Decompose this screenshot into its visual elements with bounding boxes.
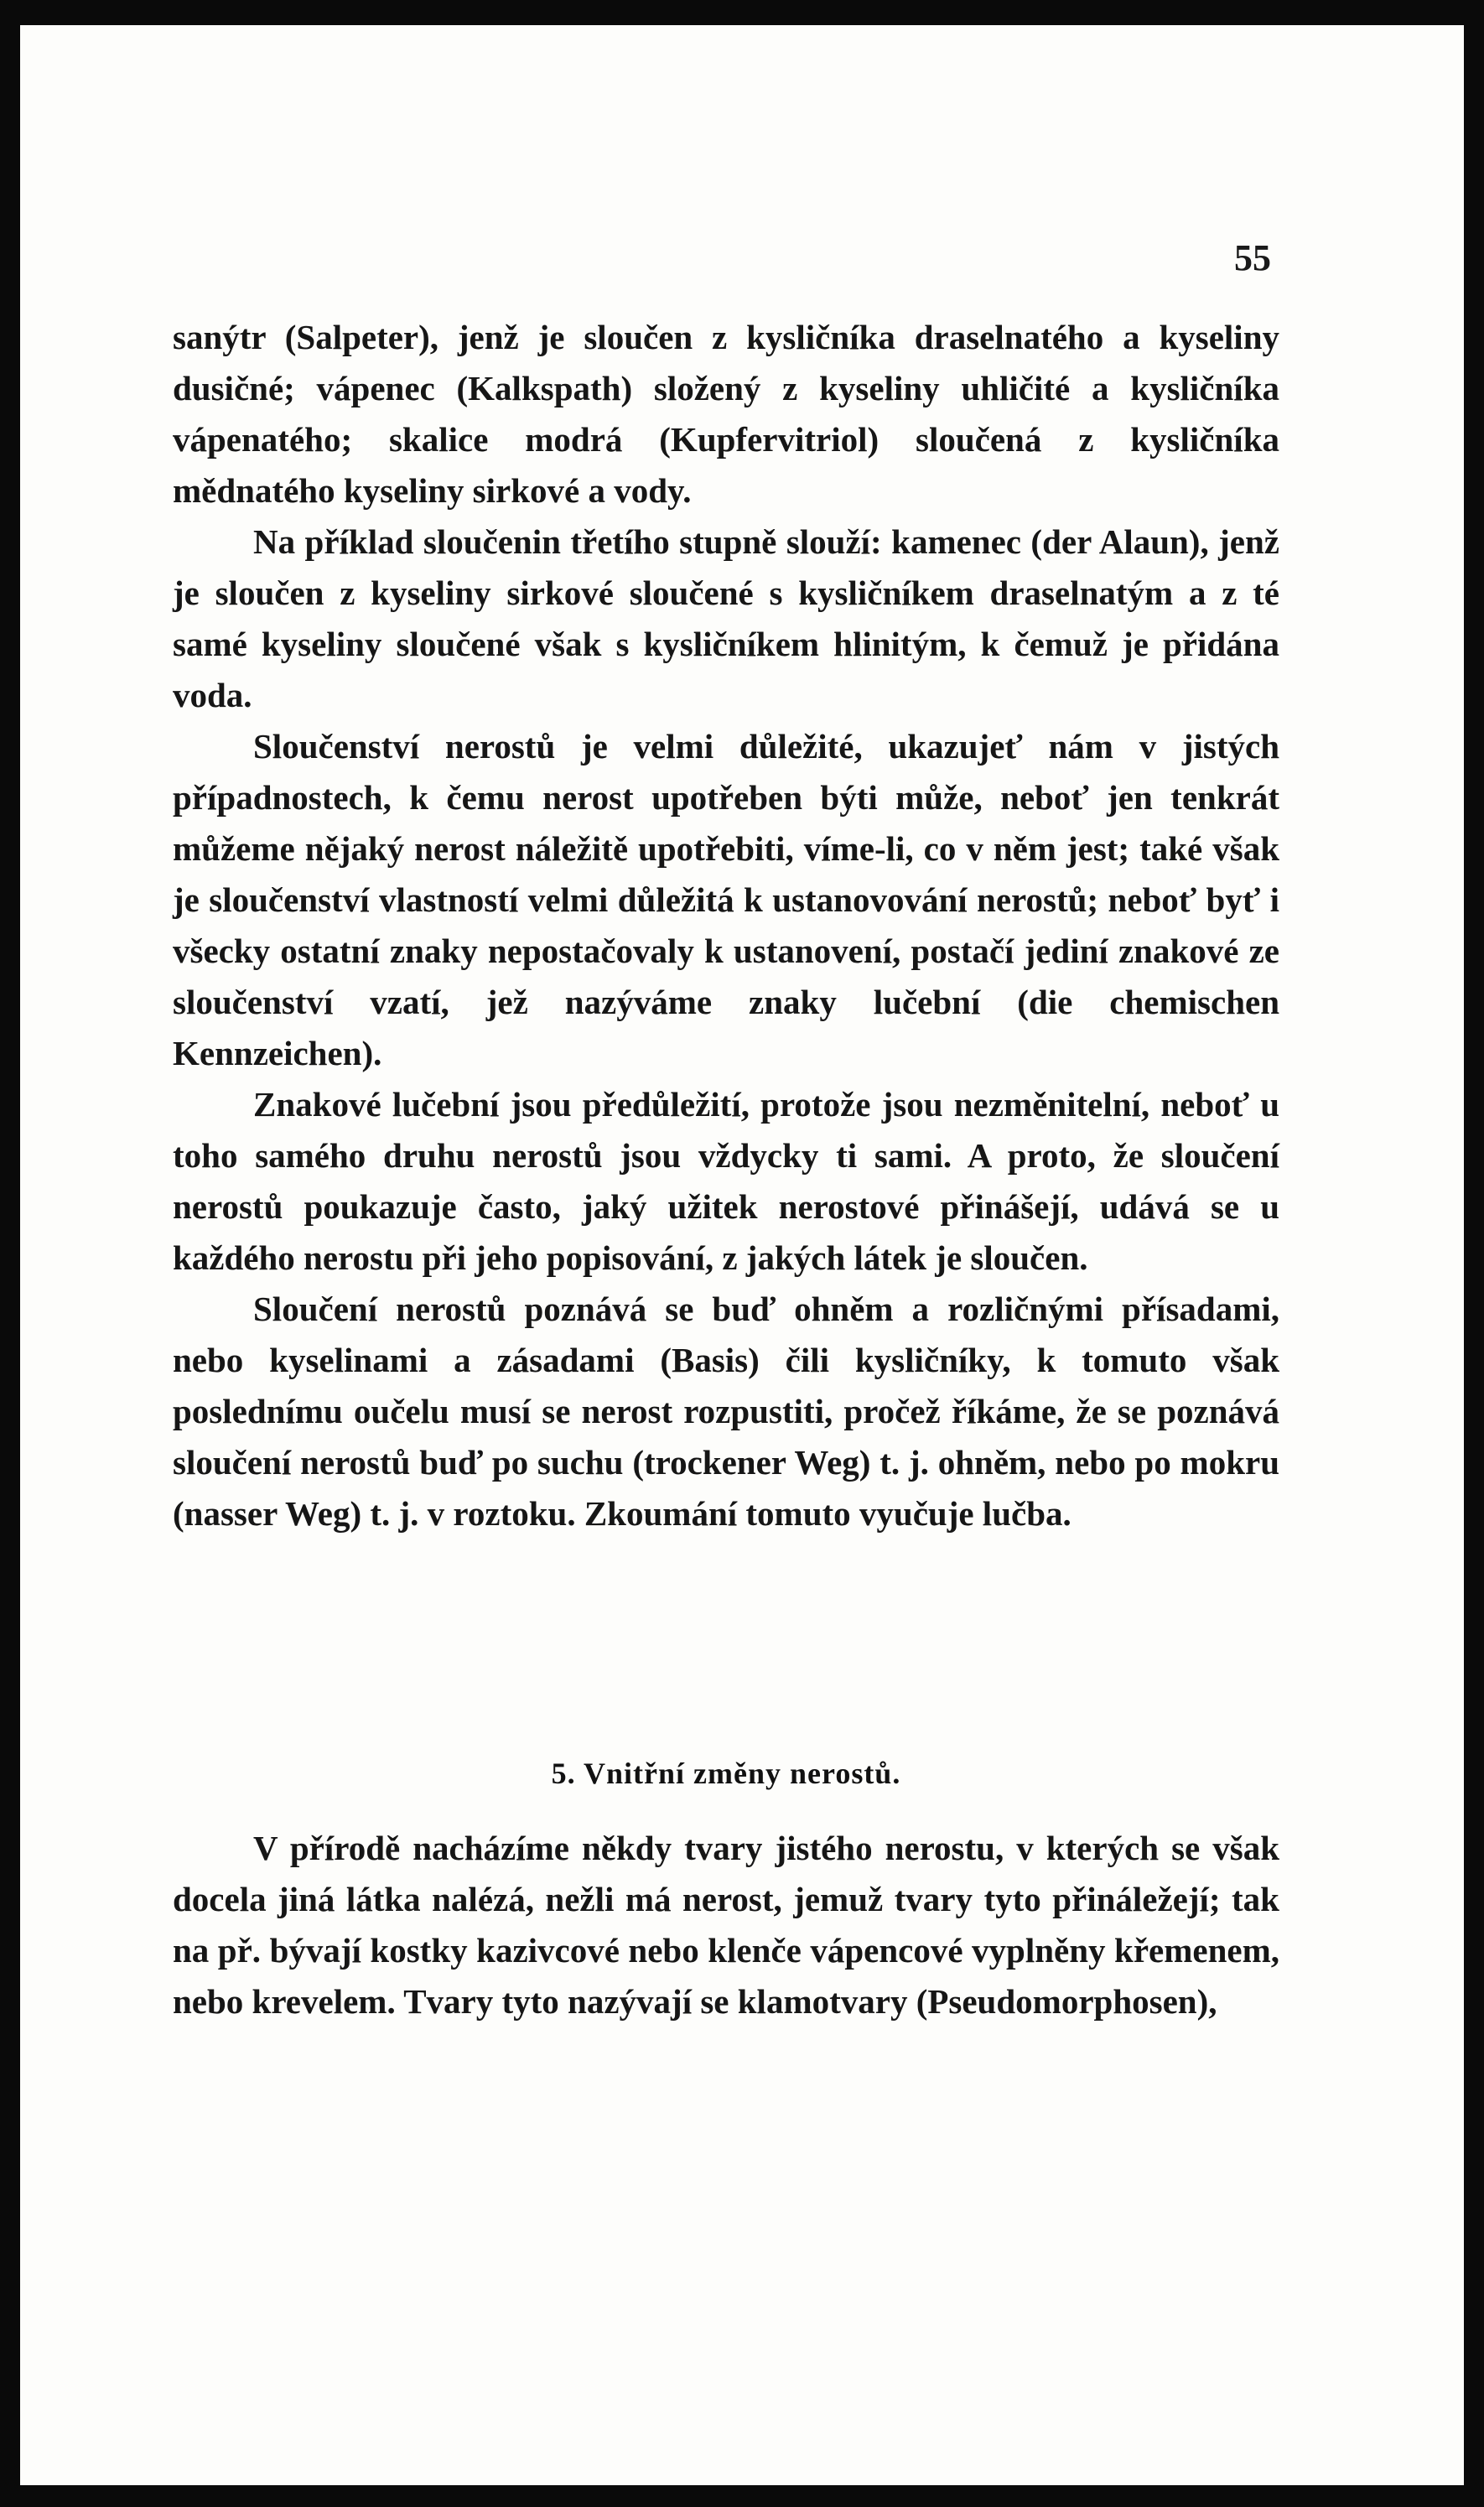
book-page	[20, 25, 1464, 2485]
page-number: 55	[1234, 237, 1271, 278]
paragraph: Sloučenství nerostů je velmi důležité, ukazujeť nám v jistých případnostech, k čemu nerost upotřeben býti může, neboť jen tenkrát můžeme nějaký nerost náležitě upotřebiti, víme-li, co v něm jest; také však je sloučenství vlastností velmi důležitá k ustanovování nerostů; neboť byť i všecky ostatní znaky nepostačovaly k ustanovení, postačí jediní znakové ze sloučenství vzatí, jež nazýváme znaky lučební (die chemischen Kennzeichen).	[173, 727, 1279, 1072]
paragraph-continuation: sanýtr (Salpeter), jenž je sloučen z kysličníka draselnatého a kyseliny dusičné; vápenec (Kalkspath) složený z kyseliny uhličité a kysličníka vápenatého; skalice modrá (Kupfervitriol) sloučená z kysličníka mědnatého kyseliny sirkové a vody.	[173, 318, 1279, 510]
section-body-text	[173, 1823, 1279, 2027]
paragraph: Na příklad sloučenin třetího stupně slouží: kamenec (der Alaun), jenž je sloučen z kyseliny sirkové sloučené s kysličníkem draselnatým a z té samé kyseliny sloučené však s kysličníkem hlinitým, k čemuž je přidána voda.	[173, 522, 1279, 714]
section-heading: 5. Vnitřní změny nerostů.	[551, 1757, 901, 1790]
paragraph: V přírodě nacházíme někdy tvary jistého nerostu, v kterých se však docela jiná látka nalézá, nežli má nerost, jemuž tvary tyto přináležejí; tak na př. bývají kostky kazivcové nebo klenče vápencové vyplněny křemenem, nebo krevelem. Tvary tyto nazývají se klamotvary (Pseudomorphosen),	[173, 1829, 1279, 2021]
body-text	[173, 312, 1279, 1539]
paragraph: Znakové lučební jsou předůležití, protože jsou nezměnitelní, neboť u toho samého druhu nerostů jsou vždycky ti sami. A proto, že sloučení nerostů poukazuje často, jaký užitek nerostové přinášejí, udává se u každého nerostu při jeho popisování, z jakých látek je sloučen.	[173, 1085, 1279, 1277]
paragraph: Sloučení nerostů poznává se buď ohněm a rozličnými přísadami, nebo kyselinami a zásadami (Basis) čili kysličníky, k tomuto však poslednímu oučelu musí se nerost rozpustiti, pročež říkáme, že se poznává sloučení nerostů buď po suchu (trockener Weg) t. j. ohněm, nebo po mokru (nasser Weg) t. j. v roztoku. Zkoumání tomuto vyučuje lučba.	[173, 1290, 1279, 1533]
